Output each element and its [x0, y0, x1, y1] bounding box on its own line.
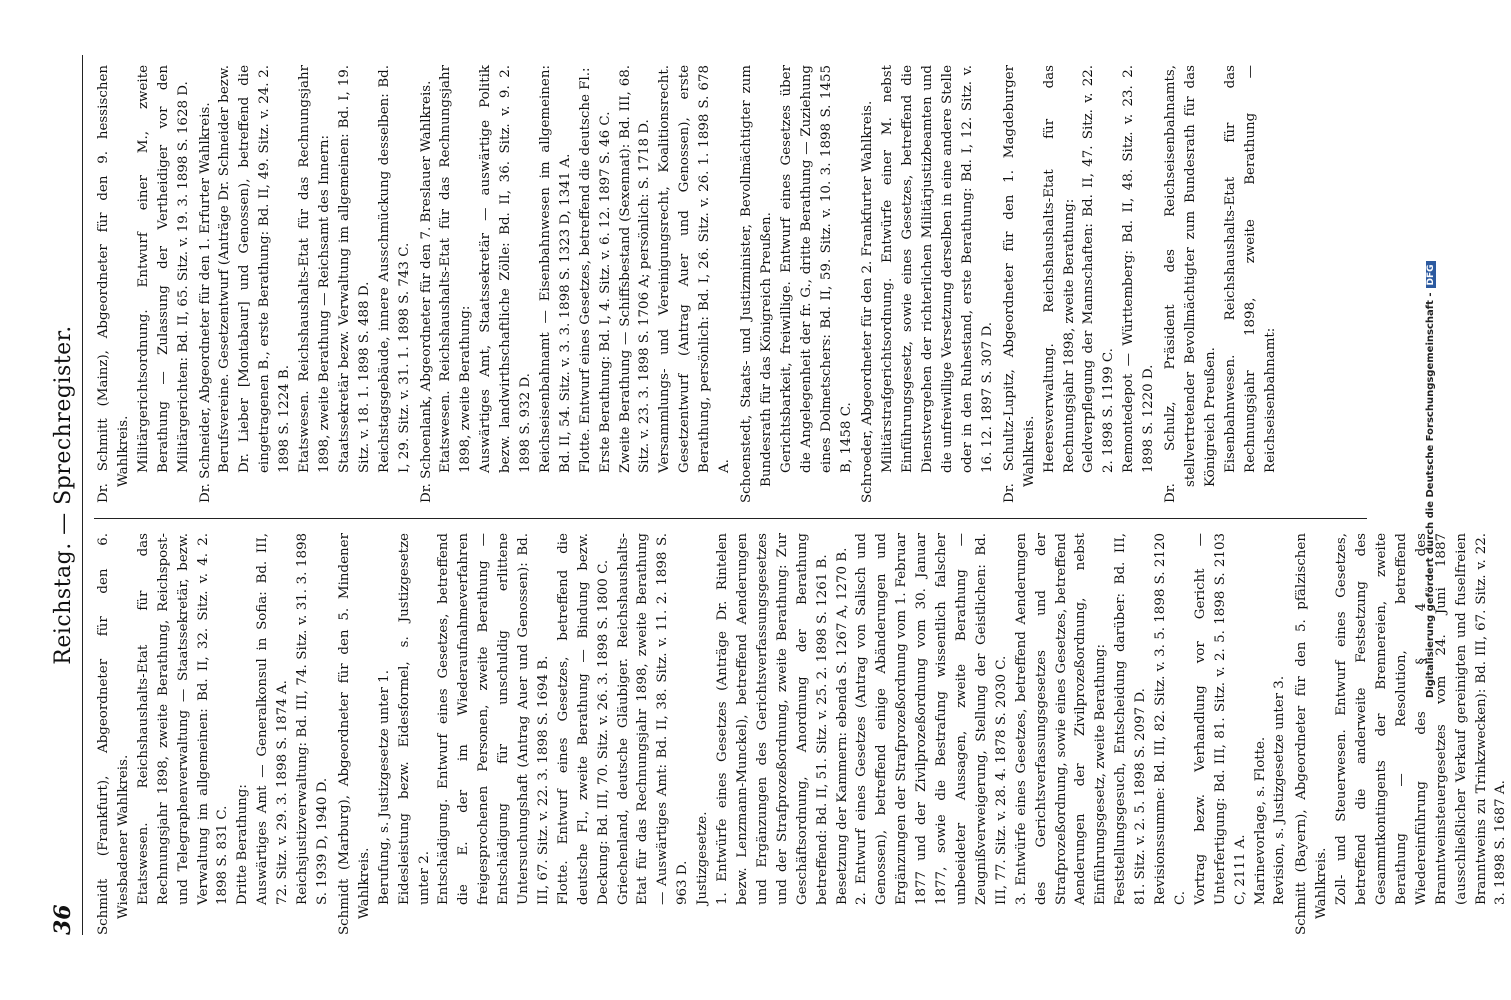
page-number: 36	[50, 904, 76, 935]
entry-line: Marinevorlage, s. Flotte.	[1252, 736, 1268, 905]
entry-line: Justizgesetze.	[695, 811, 711, 905]
speaker-name: Dr. Schulz, Präsident des Reichseisenbahnamts, stellvertretender Bevollmächtigter zum Bundesrath für das Königreich Preußen.	[1163, 65, 1218, 503]
register-entry	[1292, 533, 1511, 935]
entry-line: Feststellungsgesuch, Entscheidung darüber: Bd. III, 81. Sitz. v. 2. 5. 1898 S. 2097 D.	[1113, 533, 1149, 905]
register-entry	[335, 533, 1291, 935]
entry-line: Reichseisenbahnamt — Eisenbahnwesen im allgemeinen: Bd. II, 54. Sitz. v. 3. 3. 1898 S. 1323 D, 1341 A.	[537, 65, 573, 473]
register-entry	[737, 65, 856, 503]
entry-line: Remontedepot — Württemberg: Bd. II, 48. Sitz. v. 23. 2. 1898 S. 1220 D.	[1121, 65, 1157, 473]
entry-line: Berufung, s. Justizgesetze unter 1.	[376, 670, 392, 905]
entry-line: Militärstrafgerichtsordnung. Entwürfe einer M. nebst Einführungsgesetz, sowie eines Gesetzes, betreffend die Dienstvergehen der richterlichen Militärjustizbeamten und die unfreiwillige Versetzung derselben in eine andere Stelle oder in den Ruhestand, erste Berathung: Bd. I, 12. Sitz. v. 16. 12. 1897 S. 307 D.	[880, 65, 995, 473]
column-divider	[94, 518, 1367, 519]
register-entry	[1161, 65, 1280, 503]
speaker-name: Schmitt (Bayern), Abgeordneter für den 5. pfälzischen Wahlkreis.	[1294, 533, 1330, 935]
entry-line: Revision, s. Justizgesetze unter 3.	[1272, 675, 1288, 905]
entry-line: Etatswesen. Reichshaushalts-Etat für das Rechnungsjahr 1898, zweite Berathung:	[438, 65, 474, 473]
entry-line: Erste Berathung: Bd. I, 4. Sitz. v. 6. 12. 1897 S. 46 C.	[597, 111, 613, 473]
entry-line: Flotte. Entwurf eines Gesetzes, betreffend die deutsche Fl., zweite Berathung — Bindung bezw. Deckung: Bd. III, 70. Sitz. v. 26. 3. 1898 S. 1800 C.	[555, 533, 611, 905]
register-entry	[417, 65, 736, 503]
register-entry	[196, 65, 415, 503]
entry-line: Auswärtiges Amt, Staatssekretär — auswärtige Politik bezw. landwirthschaftliche Zölle: Bd. II, 36. Sitz. v. 9. 2. 1898 S. 932 D.	[478, 65, 534, 473]
entry-line: Eidesleistung bezw. Eidesformel, s. Justizgesetze unter 2.	[396, 533, 432, 905]
dfg-logo: DFG	[1426, 261, 1436, 288]
entry-line: 3. Entwürfe eines Gesetzes, betreffend Aenderungen des Gerichtsverfassungsgesetzes und der Strafprozeßordnung, sowie eines Gesetzes, betreffend Aenderungen der Zivilprozeßordnung, nebst Einführungsgesetz, zweite Berathung:	[1013, 533, 1109, 905]
entry-line: Versammlungs- und Vereinigungsrecht, Koalitionsrecht. Gesetzentwurf (Antrag Auer und Genossen), erste Berathung, persönlich: Bd. I, 26. Sitz. v. 26. 1. 1898 S. 678 A.	[657, 65, 733, 473]
page-title: Reichstag. — Sprechregister.	[51, 325, 76, 665]
entry-line: Eisenbahnwesen. Reichshaushalts-Etat für das Rechnungsjahr 1898, zweite Berathung — Reichseisenbahnamt:	[1222, 65, 1278, 473]
entry-line: Heeresverwaltung. Reichshaushalts-Etat für das Rechnungsjahr 1898, zweite Berathung:	[1041, 65, 1077, 473]
register-entry	[94, 533, 333, 935]
right-column	[94, 65, 1367, 503]
entry-line: Berufsvereine. Gesetzentwurf (Anträge Dr. Schneider bezw. Dr. Lieber [Montabaur] und Genossen), betreffend die eingetragenen B., erste Berathung: Bd. II, 49. Sitz. v. 24. 2. 1898 S. 1224 B.	[217, 65, 293, 473]
register-entry	[858, 65, 997, 503]
left-column	[94, 533, 1509, 935]
entry-line: Dritte Berathung:	[235, 784, 251, 905]
entry-line: Vortrag bezw. Verhandlung vor Gericht — Unterfertigung: Bd. III, 81. Sitz. v. 2. 5. 1898 S. 2103 C, 2111 A.	[1192, 533, 1248, 905]
speaker-name: Dr. Schneider, Abgeordneter für den 1. Erfurter Wahlkreis.	[197, 102, 213, 503]
entry-line: Etatswesen. Reichshaushalts-Etat für das Rechnungsjahr 1898, zweite Berathung, Reichspost- und Telegraphenverwaltung — Staatssekretär, bezw. Verwaltung im allgemeinen: Bd. II, 32. Sitz. v. 4. 2. 1898 S. 831 C.	[135, 533, 231, 905]
entry-line: Zweite Berathung — Schiffsbestand (Sexennat): Bd. III, 68. Sitz. v. 23. 3. 1898 S. 1706 A; persönlich: S. 1718 D.	[617, 65, 653, 473]
speaker-name: Schroeder, Abgeordneter für den 2. Frankfurter Wahlkreis.	[860, 100, 876, 503]
entry-line: Besetzung der Kammern: ebenda S. 1267 A, 1270 B.	[834, 547, 850, 905]
entry-line: Griechenland, deutsche Gläubiger. Reichshaushalts-Etat für das Rechnungsjahr 1898, zweite Berathung — Auswärtiges Amt: Bd. II, 38. Sitz. v. 11. 2. 1898 S. 963 D.	[615, 533, 691, 905]
entry-line: Flotte. Entwurf eines Gesetzes, betreffend die deutsche Fl.:	[577, 67, 593, 473]
speaker-name: Dr. Schultz-Lupitz, Abgeordneter für den 1. Magdeburger Wahlkreis.	[1001, 65, 1037, 503]
entry-line: Reichsjustizverwaltung: Bd. III, 74. Sitz. v. 31. 3. 1898 S. 1939 D, 1940 D.	[295, 533, 330, 905]
register-entry	[94, 65, 194, 503]
entry-line: Geldverpflegung der Mannschaften: Bd. II, 47. Sitz. v. 22. 2. 1898 S. 1199 C.	[1081, 65, 1117, 473]
speaker-name: Schoenstedt, Staats- und Justizminister, Bevollmächtigter zum Bundesrath für das Königreich Preußen.	[739, 65, 774, 503]
entry-line: 2. Entwurf eines Gesetzes (Antrag von Salisch und Genossen), betreffend einige Abänderungen und Ergänzungen der Strafprozeßordnung vom 1. Februar 1877 und der Zivilprozeßordnung vom 30. Januar 1877, sowie die Bestrafung wissentlich falscher unbeeideter Aussagen, zweite Berathung — Zeugnißverweigerung, Stellung der Geistlichen: Bd. III, 77. Sitz. v. 28. 4. 1878 S. 2030 C.	[854, 533, 1009, 905]
entry-line: Zoll- und Steuerwesen. Entwurf eines Gesetzes, betreffend die anderweite Festsetzung des Gesammtkontingents der Brennereien, zweite Berathung — Resolution, betreffend Wiedereinführung des § 4 des Branntweinsteuergesetzes vom 24. Juni 1887 (ausschließlicher Verkauf gereinigten und fuselfreien Branntweins zu Trinkzwecken): Bd. III, 67. Sitz. v. 22. 3. 1898 S. 1687 A.	[1334, 533, 1509, 905]
page-header	[42, 55, 83, 935]
speaker-name: Dr. Schoenlank, Abgeordneter für den 7. Breslauer Wahlkreis.	[418, 80, 434, 503]
entry-line: Revisionssumme: Bd. III, 82. Sitz. v. 3. 5. 1898 S. 2120 C.	[1153, 533, 1188, 905]
entry-line: Entschädigung. Entwurf eines Gesetzes, betreffend die E. der im Wiederaufnahmeverfahren freigesprochenen Personen, zweite Berathung — Entschädigung für unschuldig erlittene Untersuchungshaft (Antrag Auer und Genossen): Bd. III, 67. Sitz. v. 22. 3. 1898 S. 1694 B.	[436, 533, 551, 905]
register-entry	[1000, 65, 1159, 503]
entry-line: Auswärtiges Amt — Generalkonsul in Sofia: Bd. III, 72. Sitz. v. 29. 3. 1898 S. 1874 A.	[255, 533, 291, 905]
speaker-name: Schmidt (Frankfurt), Abgeordneter für den 6. Wiesbadener Wahlkreis.	[96, 533, 131, 935]
speaker-name: Dr. Schmitt (Mainz), Abgeordneter für den 9. hessischen Wahlkreis.	[96, 65, 131, 503]
entry-line: Militärgerichtsordnung. Entwurf einer M., zweite Berathung — Zulassung der Vertheidiger vor den Militärgerichten: Bd. II, 65. Sitz. v. 19. 3. 1898 S. 1628 D.	[135, 65, 191, 473]
entry-line: Etatswesen. Reichshaushalts-Etat für das Rechnungsjahr 1898, zweite Berathung — Reichsamt des Innern:	[297, 65, 332, 473]
speaker-name: Schmidt (Marburg), Abgeordneter für den 5. Mindener Wahlkreis.	[336, 533, 372, 935]
credit-line: Digitalisierung gefördert durch die Deutsche Forschungsgemeinschaft -	[1425, 292, 1436, 698]
entry-line: Reichstagsgebäude, innere Ausschmückung desselben: Bd. I, 29. Sitz. v. 31. 1. 1898 S. 743 C.	[376, 65, 412, 473]
entry-line: Staatssekretär bezw. Verwaltung im allgemeinen: Bd. I, 19. Sitz. v. 18. 1. 1898 S. 488 D.	[336, 65, 372, 473]
entry-line: 1. Entwürfe eines Gesetzes (Anträge Dr. Rintelen bezw. Lenzmann-Munckel), betreffend Aenderungen und Ergänzungen des Gerichtsverfassungsgesetzes und der Strafprozeßordnung, zweite Berathung: Zur Geschäftsordnung, Anordnung der Berathung betreffend: Bd. II, 51. Sitz. v. 25. 2. 1898 S. 1261 B.	[715, 533, 830, 905]
entry-line: Gerichtsbarkeit, freiwillige. Entwurf eines Gesetzes über die Angelegenheit der fr. G., dritte Berathung — Zuziehung eines Dolmetschers: Bd. II, 59. Sitz. v. 10. 3. 1898 S. 1455 B, 1458 C.	[778, 65, 854, 473]
